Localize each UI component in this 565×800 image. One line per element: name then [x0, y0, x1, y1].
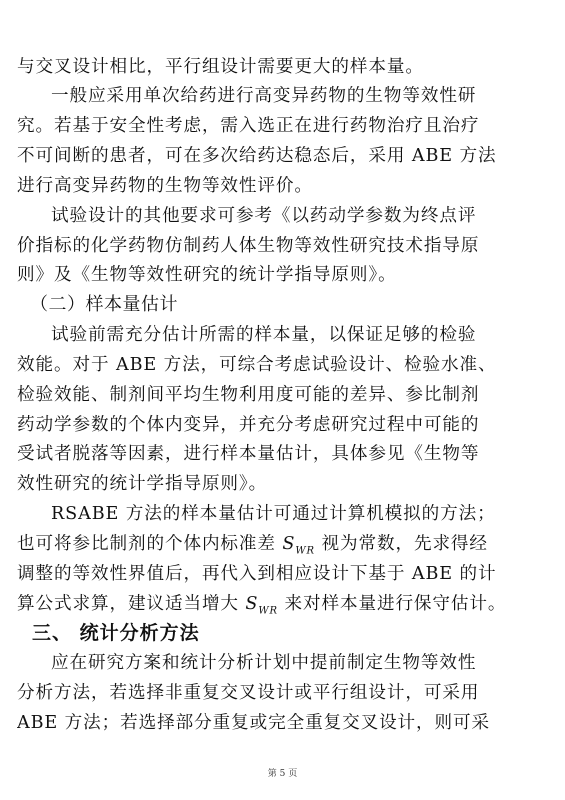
paragraph-4-line-3: 检验效能、制剂间平均生物利用度可能的差异、参比制剂 [17, 385, 480, 405]
paragraph-4-line-1: 试验前需充分估计所需的样本量，以保证足够的检验 [51, 325, 477, 345]
paragraph-4-line-5: 受试者脱落等因素，进行样本量估计，具体参见《生物等 [17, 444, 480, 464]
paragraph-2-line-2: 究。若基于安全性考虑，需入选正在进行药物治疗且治疗 [17, 116, 480, 136]
paragraph-5-line-4 [17, 592, 552, 624]
symbol-subscript-wr-2: WR [258, 605, 278, 617]
symbol-s: S [282, 534, 296, 554]
section-heading-statistical-analysis: 三、 统计分析方法 [32, 622, 200, 644]
paragraph-3-line-3: 则》及《生物等效性研究的统计学指导原则》。 [17, 265, 397, 285]
paragraph-5-line-4-text-a: 算公式求算，建议适当增大 [17, 594, 246, 614]
paragraph-6-line-3: ABE 方法；若选择部分重复或完全重复交叉设计，则可采 [17, 713, 491, 733]
section-heading-sample-size: （二）样本量估计 [30, 294, 178, 315]
paragraph-5-line-2-text-a: 也可将参比制剂的个体内标准差 [17, 534, 283, 554]
paragraph-4-line-4: 药动学参数的个体内变异，并充分考虑研究过程中可能的 [17, 415, 480, 435]
paragraph-3-line-2: 价指标的化学药物仿制药人体生物等效性研究技术指导原 [17, 236, 480, 256]
paragraph-5-line-4-text-b: 来对样本量进行保守估计。 [277, 594, 507, 614]
paragraph-4-line-6: 效性研究的统计学指导原则》。 [17, 474, 268, 494]
symbol-subscript-wr: WR [295, 545, 315, 557]
paragraph-2-line-3: 不可间断的患者，可在多次给药达稳态后，采用 ABE 方法 [17, 146, 497, 166]
paragraph-3-line-1: 试验设计的其他要求可参考《以药动学参数为终点评 [51, 206, 477, 226]
paragraph-2-line-4: 进行高变异药物的生物等效性评价。 [17, 176, 313, 196]
paragraph-5-line-2-text-b: 视为常数，先求得经 [314, 534, 488, 554]
symbol-s-2: S [245, 594, 259, 614]
paragraph-5-line-1: RSABE 方法的样本量估计可通过计算机模拟的方法； [51, 504, 496, 524]
paragraph-6-line-1: 应在研究方案和统计分析计划中提前制定生物等效性 [51, 653, 477, 673]
paragraph-1-line-1: 与交叉设计相比，平行组设计需要更大的样本量。 [17, 57, 424, 77]
paragraph-6-line-2: 分析方法，若选择非重复交叉设计或平行组设计，可采用 [17, 683, 480, 703]
paragraph-5-line-2 [17, 532, 552, 564]
paragraph-4-line-2: 效能。对于 ABE 方法，可综合考虑试验设计、检验水准、 [17, 355, 497, 375]
paragraph-2-line-1: 一般应采用单次给药进行高变异药物的生物等效性研 [51, 86, 477, 106]
page-number: 第 5 页 [267, 769, 298, 779]
paragraph-5-line-3: 调整的等效性界值后，再代入到相应设计下基于 ABE 的计 [17, 564, 497, 584]
